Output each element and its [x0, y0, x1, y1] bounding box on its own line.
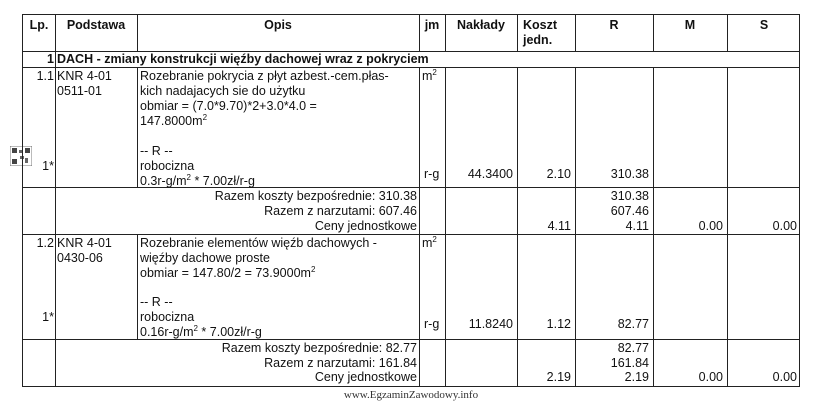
- header-podstawa: Podstawa: [66, 18, 126, 32]
- summary-row: [23, 340, 799, 386]
- unit-price-s: 0.00: [772, 219, 797, 233]
- resource-value: 82.77: [617, 317, 649, 331]
- section-number: 1: [47, 52, 54, 66]
- resource-unit: r-g: [424, 317, 440, 331]
- resource-header: -- R --: [140, 295, 173, 309]
- resource-header: -- R --: [140, 144, 173, 158]
- resource-unit: r-g: [424, 167, 440, 181]
- measurement-result: $147.8000m^2$: [140, 113, 208, 128]
- description-line: Rozebranie pokrycia z płyt azbest.-cem.płas-: [140, 69, 389, 83]
- resource-name: robocizna: [140, 159, 195, 173]
- unit-price-r: 2.19: [624, 370, 649, 384]
- header-m: M: [684, 18, 696, 32]
- unit-price-m: 0.00: [698, 370, 723, 384]
- resource-name: robocizna: [140, 310, 195, 324]
- unit-price-m: 0.00: [698, 219, 723, 233]
- unit-price-r: 4.11: [625, 219, 649, 233]
- podstawa-code: KNR 4-01: [57, 236, 112, 250]
- header-koszt-jedn: jedn.: [523, 33, 553, 47]
- header-naklady: Nakłady: [457, 18, 505, 32]
- measurement-formula: obmiar = (7.0*9.70)*2+3.0*4.0 =: [140, 99, 317, 113]
- table-row: [23, 235, 799, 340]
- table-header: [23, 15, 799, 52]
- unit: $m^2$: [422, 235, 437, 250]
- unit-price-koszt: 2.19: [546, 370, 571, 384]
- header-s: S: [759, 18, 769, 32]
- resource-value: 310.38: [610, 167, 649, 181]
- direct-costs-label: Razem koszty bezpośrednie: 82.77: [221, 341, 417, 355]
- resource-number: 1*: [42, 310, 54, 324]
- resource-naklady: 11.8240: [468, 317, 513, 331]
- header-koszt: Koszt: [523, 18, 558, 32]
- watermark: www.EgzaminZawodowy.info: [343, 389, 479, 401]
- item-number: 1.2: [36, 236, 54, 250]
- summary-row: [23, 188, 799, 235]
- section-row: [23, 52, 799, 68]
- unit-prices-label: Ceny jednostkowe: [314, 370, 417, 384]
- direct-costs-value: 310.38: [610, 189, 649, 203]
- header-lp: Lp.: [29, 18, 49, 32]
- with-overheads-label: Razem z narzutami: 161.84: [264, 356, 417, 370]
- podstawa-code-2: 0511-01: [57, 84, 102, 98]
- resource-naklady: 44.3400: [467, 167, 513, 181]
- resource-koszt: 2.10: [546, 167, 571, 181]
- with-overheads-label: Razem z narzutami: 607.46: [264, 204, 417, 218]
- resource-norm: $0.16r-g/m^2$ * 7.00zł/r-g: [140, 324, 262, 339]
- with-overheads-value: 607.46: [610, 204, 649, 218]
- item-number: 1.1: [36, 69, 54, 83]
- podstawa-code-2: 0430-06: [57, 251, 103, 265]
- unit: $m^2$: [422, 68, 437, 83]
- resource-number: 1*: [42, 159, 54, 173]
- direct-costs-value: 82.77: [617, 341, 649, 355]
- cost-table: [22, 14, 800, 387]
- description-line: więźby dachowe proste: [140, 251, 270, 265]
- header-jm: jm: [424, 18, 440, 32]
- direct-costs-label: Razem koszty bezpośrednie: 310.38: [214, 189, 417, 203]
- header-r: R: [609, 18, 619, 32]
- measurement-formula: obmiar = $147.80/2 = 73.9000m^2$: [140, 265, 316, 280]
- section-title: DACH - zmiany konstrukcji więźby dachowej wraz z pokryciem: [57, 52, 429, 66]
- resource-koszt: 1.12: [546, 317, 571, 331]
- table-row: [23, 68, 799, 188]
- description-line: Rozebranie elementów więźb dachowych -: [140, 236, 377, 250]
- unit-prices-label: Ceny jednostkowe: [314, 219, 417, 233]
- unit-price-koszt: 4.11: [547, 219, 571, 233]
- header-opis: Opis: [264, 18, 292, 32]
- unit-price-s: 0.00: [772, 370, 797, 384]
- podstawa-code: KNR 4-01: [57, 69, 112, 83]
- with-overheads-value: 161.84: [610, 356, 649, 370]
- description-line: kich nadajacych sie do użytku: [140, 84, 306, 98]
- resource-norm: $0.3r-g/m^2$ * 7.00zł/r-g: [140, 173, 255, 188]
